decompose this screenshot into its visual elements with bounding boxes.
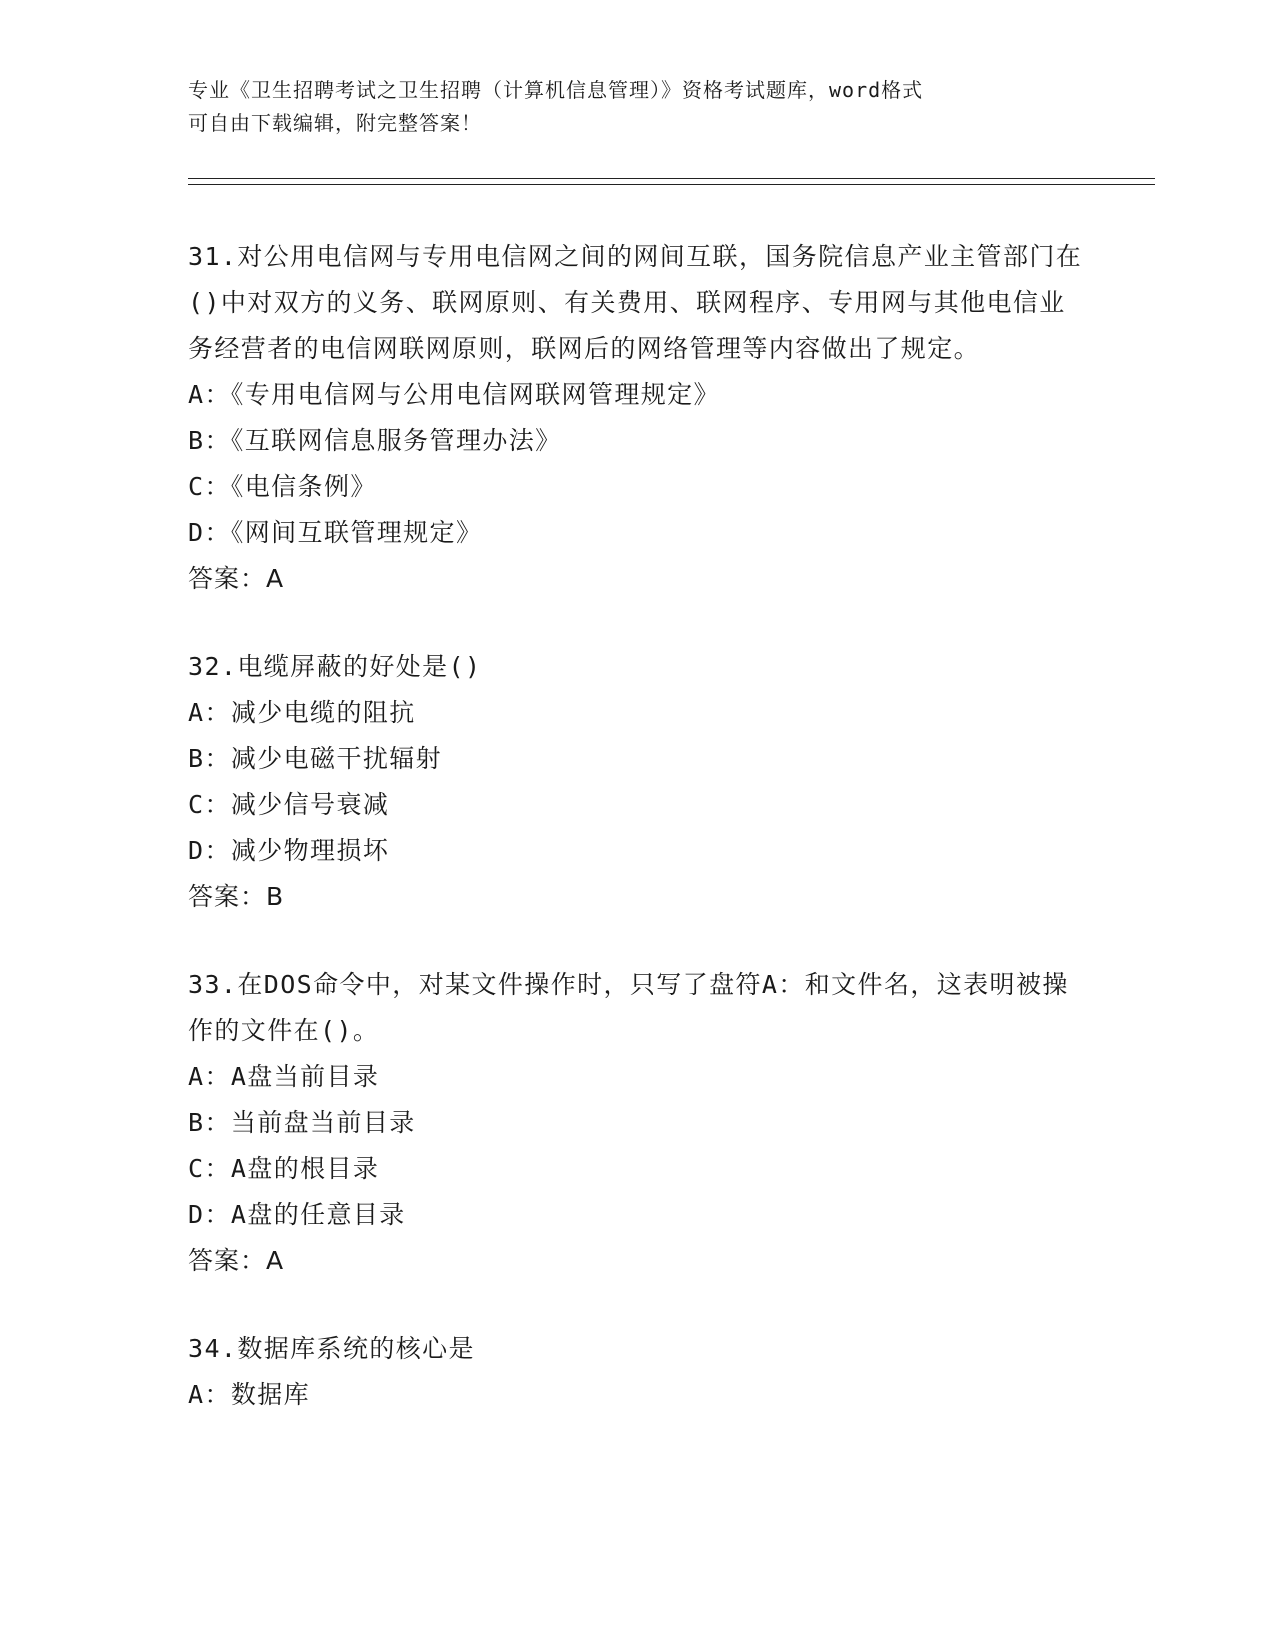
question-34 (188, 1326, 1088, 1418)
document-header (188, 74, 1068, 140)
option-c: C：A盘的根目录 (188, 1154, 380, 1183)
answer: 答案：B (188, 882, 285, 911)
header-line-2: 可自由下载编辑，附完整答案！ (188, 111, 482, 135)
option-d: D：减少物理损坏 (188, 836, 390, 865)
question-text: 31.对公用电信网与专用电信网之间的网间互联，国务院信息产业主管部门在()中对双方的义务、联网原则、有关费用、联网程序、专用网与其他电信业务经营者的电信网联网原则，联网后的网络管理等内容做出了规定。 (188, 242, 1083, 363)
option-c: C：减少信号衰减 (188, 790, 390, 819)
question-32 (188, 644, 1088, 920)
header-rule-bottom (188, 184, 1155, 185)
question-text: 34.数据库系统的核心是 (188, 1334, 475, 1363)
question-text: 32.电缆屏蔽的好处是() (188, 652, 482, 681)
question-33 (188, 962, 1088, 1284)
header-rule-top (188, 178, 1155, 179)
option-b: B：减少电磁干扰辐射 (188, 744, 443, 773)
answer: 答案：A (188, 564, 285, 593)
question-list (188, 234, 1088, 1460)
option-a: A：A盘当前目录 (188, 1062, 380, 1091)
option-d: D：《网间互联管理规定》 (188, 518, 483, 547)
option-b: B：《互联网信息服务管理办法》 (188, 426, 562, 455)
option-d: D：A盘的任意目录 (188, 1200, 406, 1229)
header-line-1: 专业《卫生招聘考试之卫生招聘（计算机信息管理）》资格考试题库，word格式 (188, 78, 924, 102)
question-text: 33.在DOS命令中，对某文件操作时，只写了盘符A：和文件名，这表明被操作的文件在()。 (188, 970, 1069, 1045)
option-b: B：当前盘当前目录 (188, 1108, 416, 1137)
question-31 (188, 234, 1088, 602)
option-c: C：《电信条例》 (188, 472, 377, 501)
option-a: A：减少电缆的阻抗 (188, 698, 416, 727)
answer: 答案：A (188, 1246, 285, 1275)
option-a: A：《专用电信网与公用电信网联网管理规定》 (188, 380, 720, 409)
option-a: A：数据库 (188, 1380, 311, 1409)
